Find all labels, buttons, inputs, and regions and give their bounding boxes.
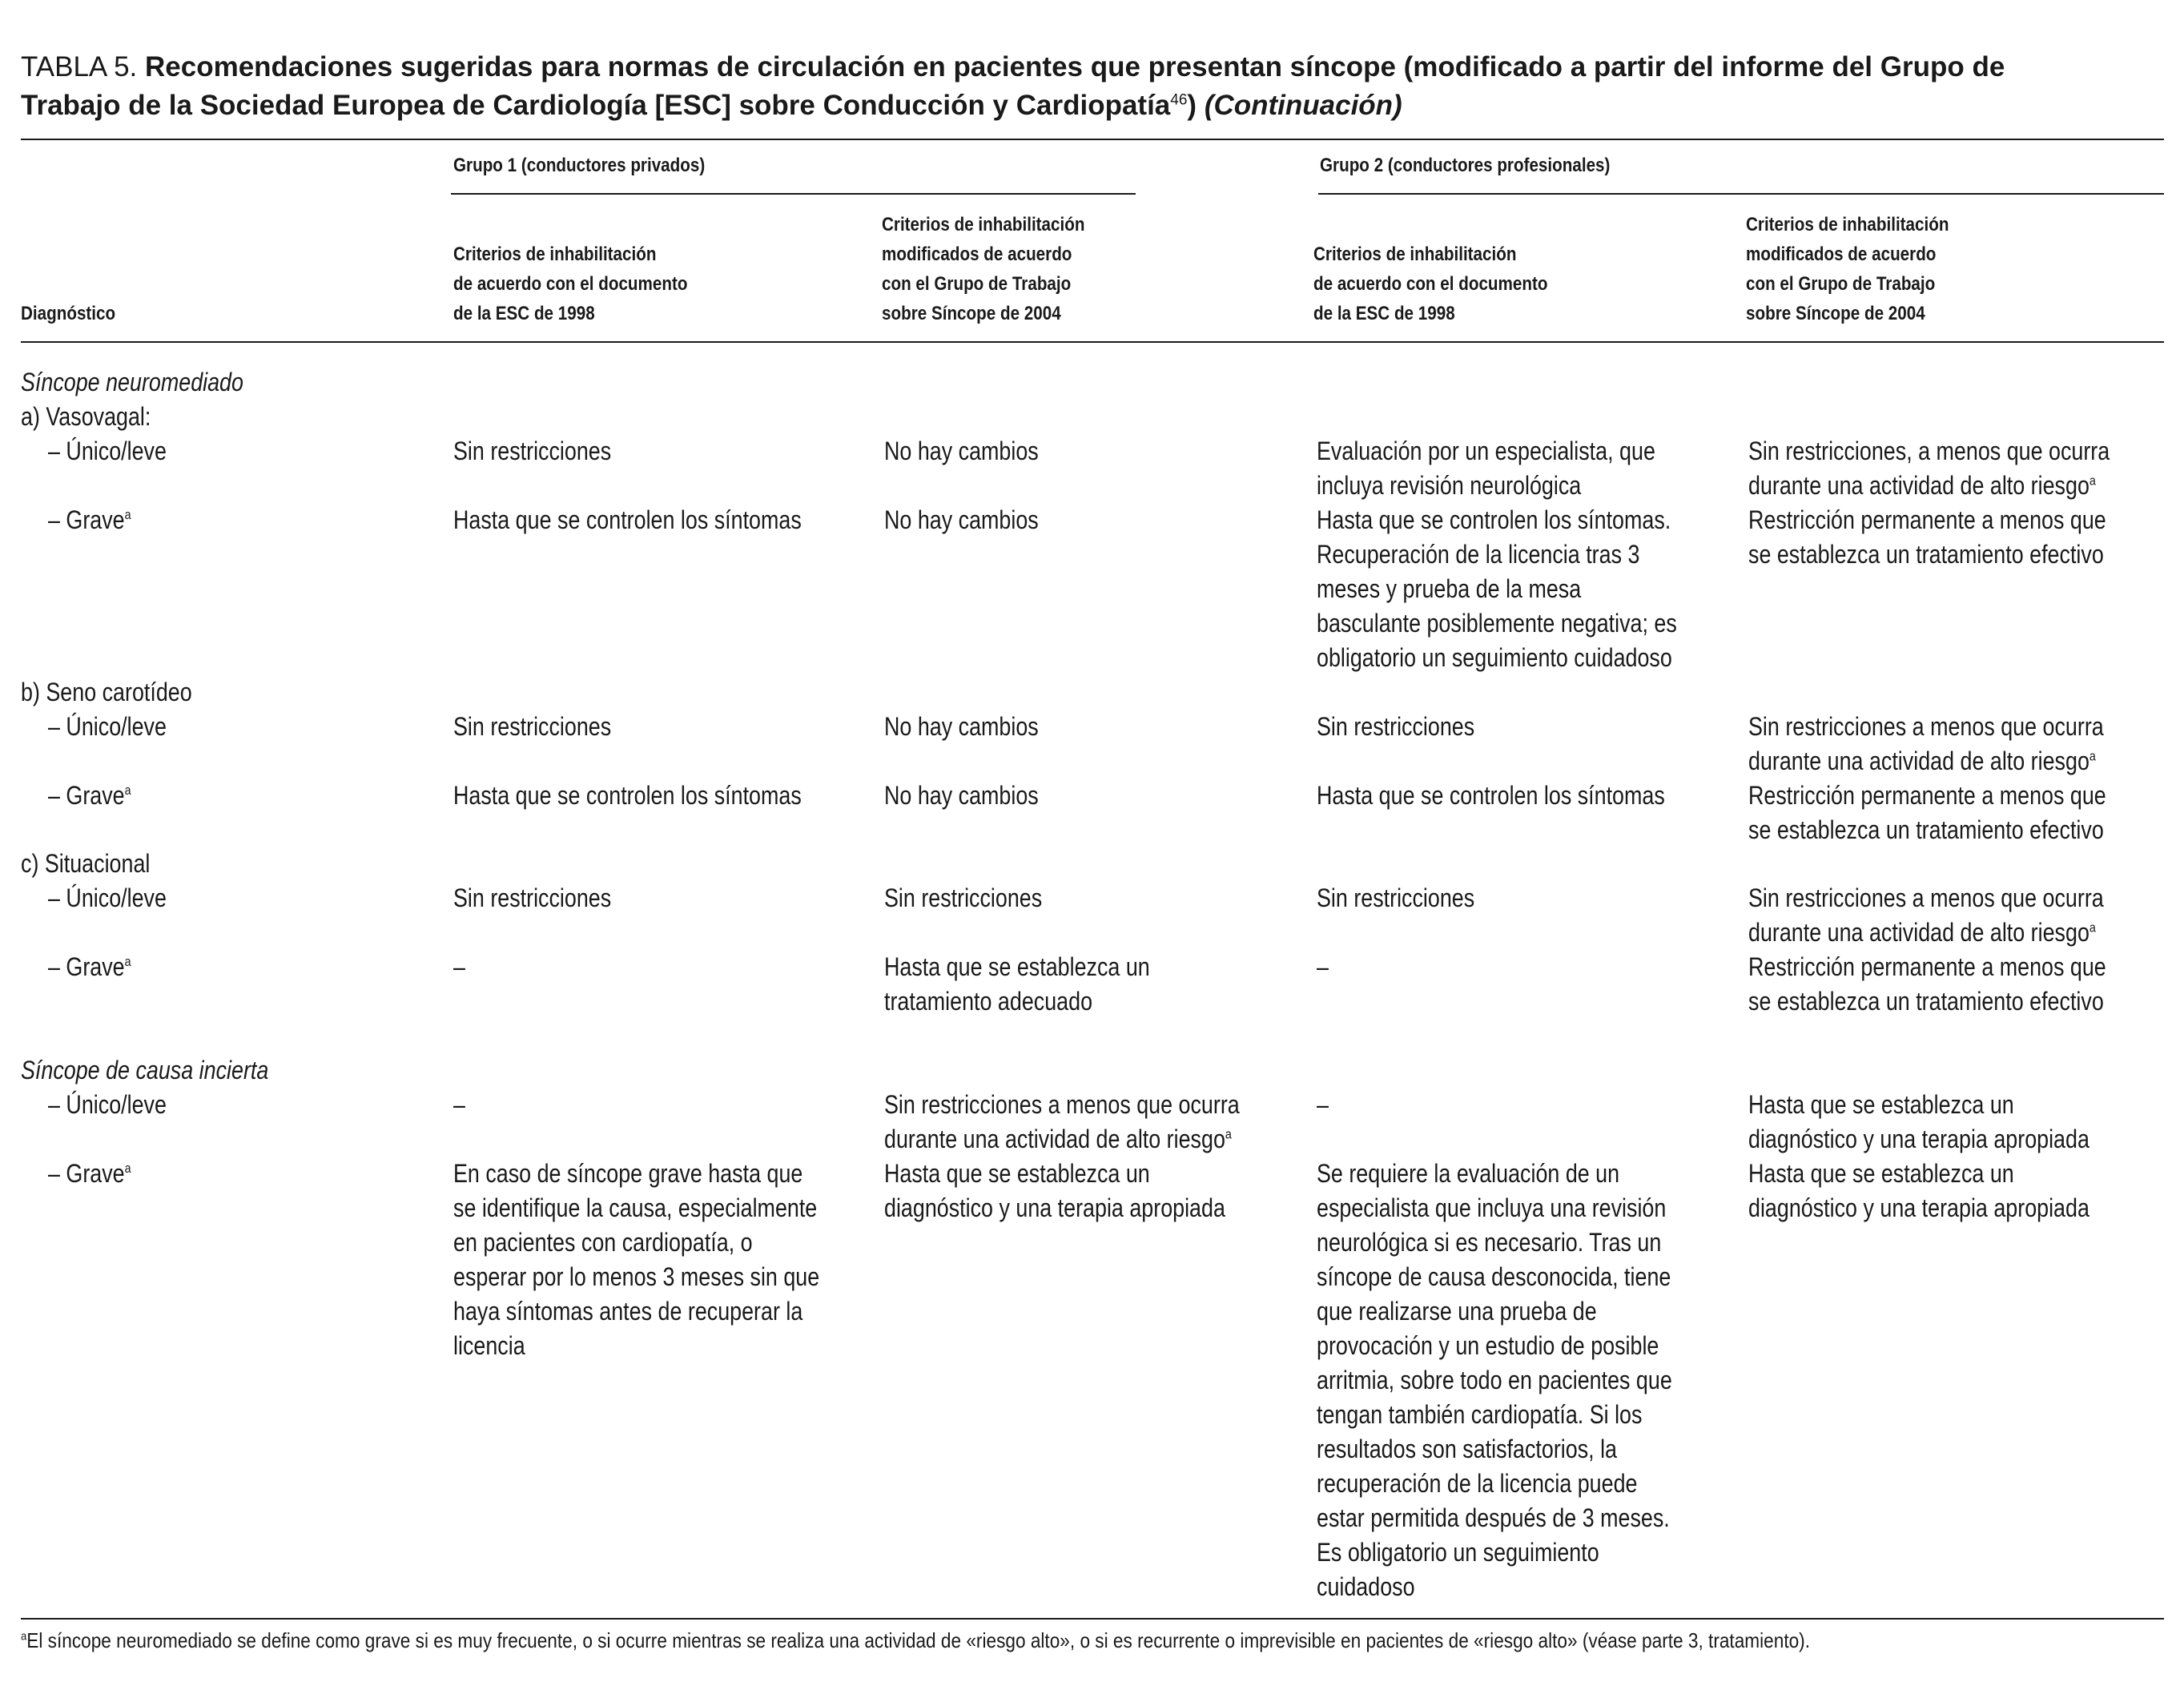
diagnosis-header: Diagnóstico xyxy=(21,303,116,324)
g2-wg2004-cell xyxy=(1748,503,2174,572)
row-label xyxy=(48,881,189,915)
cell-line: Sin restricciones xyxy=(1317,883,1475,912)
cell-line: se establezca un tratamiento efectivo xyxy=(1748,815,2104,844)
cell-line: – xyxy=(1317,1090,1329,1119)
cell-line: Sin restricciones xyxy=(1317,712,1475,741)
g2-esc1998-cell xyxy=(1317,710,1505,744)
cell-line: durante una actividad de alto riesgo$^a$ xyxy=(1748,471,2096,500)
g1-wg2004-cell xyxy=(884,1088,1307,1157)
cell-line: Restricción permanente a menos que xyxy=(1748,505,2106,534)
cell-line: obligatorio un seguimiento cuidadoso xyxy=(1317,643,1672,672)
cell-line: Hasta que se controlen los síntomas. xyxy=(1317,505,1671,534)
g2-wg2004-header: Criterios de inhabilitación modificados de acuerdo con el Grupo de Trabajo sobre Síncope de 2004 xyxy=(1746,214,1949,324)
cell-line: que realizarse una prueba de xyxy=(1317,1297,1597,1326)
cell-line: tengan también cardiopatía. Si los xyxy=(1317,1400,1643,1429)
row-label xyxy=(48,1157,147,1191)
cell-line: diagnóstico y una terapia apropiada xyxy=(1748,1193,2089,1222)
reference-number: 46 xyxy=(1170,91,1188,109)
g2-esc1998-cell xyxy=(1317,503,1745,675)
footnote-rule xyxy=(21,1618,2164,1620)
g1-wg2004-cell xyxy=(884,1157,1290,1225)
cell-line: – xyxy=(453,952,465,981)
row-label-text: – Gravea xyxy=(48,1159,131,1188)
cell-line: Sin restricciones xyxy=(884,883,1043,912)
cell-line: durante una actividad de alto riesgo$^a$ xyxy=(1748,918,2096,947)
g2-wg2004-cell xyxy=(1748,779,2174,847)
g1-wg2004-cell xyxy=(884,434,1068,469)
row-label-text: – Gravea xyxy=(48,781,131,810)
table-caption xyxy=(21,48,2151,125)
g1-esc1998-cell xyxy=(453,950,468,984)
g2-esc1998-cell xyxy=(1317,434,1719,503)
footnote-marker: a xyxy=(2089,473,2096,489)
cell-line: Sin restricciones a menos que ocurra xyxy=(1748,883,2104,912)
g2-wg2004-cell xyxy=(1748,881,2171,950)
table-title-part-1: Recomendaciones sugeridas para normas de circulación en pacientes que presentan síncope (modificado a partir del informe del Grupo de xyxy=(145,51,2005,82)
cell-line: haya síntomas antes de recuperar la xyxy=(453,1297,803,1326)
cell-line: Hasta que se establezca un xyxy=(1748,1159,2014,1188)
g1-esc1998-cell xyxy=(453,881,642,915)
cell-line: se identifique la causa, especialmente xyxy=(453,1193,818,1222)
cell-line: No hay cambios xyxy=(884,781,1039,810)
g2-wg2004-cell xyxy=(1748,434,2178,503)
g2-wg2004-cell xyxy=(1748,950,2174,1019)
row-label xyxy=(48,434,189,469)
cell-line: Hasta que se controlen los síntomas xyxy=(453,781,802,810)
cell-line: se establezca un tratamiento efectivo xyxy=(1748,987,2104,1016)
row-label xyxy=(48,1088,189,1122)
group1-rule xyxy=(451,193,1136,195)
g1-wg2004-header: Criterios de inhabilitación modificados de acuerdo con el Grupo de Trabajo sobre Síncope de 2004 xyxy=(882,214,1085,324)
cell-line: No hay cambios xyxy=(884,712,1039,741)
cell-line: síncope de causa desconocida, tiene xyxy=(1317,1262,1671,1291)
row-label-text: – Único/leve xyxy=(48,712,167,741)
caption-line-2 xyxy=(21,87,2151,125)
footnote-text: El síncope neuromediado se define como grave si es muy frecuente, o si ocurre mientras se realiza una actividad de «riesgo alto», o si es recurrente o imprevisible en pacientes de «riesgo alto» (véase parte 3, tratamiento). xyxy=(26,1628,1811,1652)
cell-line: basculante posiblemente negativa; es xyxy=(1317,609,1677,638)
subsection-label: b) Seno carotídeo xyxy=(21,678,192,706)
header-bottom-rule xyxy=(21,341,2164,343)
g2-esc1998-cell xyxy=(1317,1088,1331,1122)
cell-line: Se requiere la evaluación de un xyxy=(1317,1159,1620,1188)
cell-line: Evaluación por un especialista, que xyxy=(1317,437,1655,465)
section-title: Síncope neuromediado xyxy=(21,368,243,396)
g2-esc1998-cell xyxy=(1317,1157,1740,1604)
g1-wg2004-cell xyxy=(884,710,1068,744)
row-label-text: – Único/leve xyxy=(48,1090,167,1119)
g1-esc1998-cell xyxy=(453,1088,468,1122)
g1-esc1998-cell xyxy=(453,1157,889,1363)
cell-line: Sin restricciones a menos que ocurra xyxy=(884,1090,1240,1119)
cell-line: Hasta que se establezca un xyxy=(1748,1090,2014,1119)
cell-line: durante una actividad de alto riesgo$^a$ xyxy=(884,1125,1232,1153)
row-label-text: – Único/leve xyxy=(48,883,167,912)
cell-line: durante una actividad de alto riesgo$^a$ xyxy=(1748,746,2096,775)
table-title-part-2: Trabajo de la Sociedad Europea de Cardiología [ESC] sobre Conducción y Cardiopatía xyxy=(21,90,1171,121)
cell-line: diagnóstico y una terapia apropiada xyxy=(884,1193,1225,1222)
group1-header: Grupo 1 (conductores privados) xyxy=(453,155,706,176)
g1-wg2004-cell xyxy=(884,779,1068,813)
g1-wg2004-cell xyxy=(884,881,1072,915)
g2-wg2004-cell xyxy=(1748,710,2171,779)
cell-line: No hay cambios xyxy=(884,505,1039,534)
g1-esc1998-cell xyxy=(453,434,642,469)
cell-line: especialista que incluya una revisión xyxy=(1317,1193,1667,1222)
group2-header: Grupo 2 (conductores profesionales) xyxy=(1320,155,1611,176)
cell-line: Es obligatorio un seguimiento xyxy=(1317,1538,1599,1567)
cell-line: Restricción permanente a menos que xyxy=(1748,781,2106,810)
cell-line: Restricción permanente a menos que xyxy=(1748,952,2106,981)
cell-line: Sin restricciones a menos que ocurra xyxy=(1748,712,2104,741)
row-label xyxy=(48,710,189,744)
cell-line: resultados son satisfactorios, la xyxy=(1317,1435,1618,1463)
footnote xyxy=(21,1626,1810,1655)
cell-line: neurológica si es necesario. Tras un xyxy=(1317,1228,1662,1257)
g1-esc1998-cell xyxy=(453,710,642,744)
group2-rule xyxy=(1318,193,2164,195)
g2-esc1998-cell xyxy=(1317,779,1732,813)
cell-line: incluya revisión neurológica xyxy=(1317,471,1582,500)
cell-line: diagnóstico y una terapia apropiada xyxy=(1748,1125,2089,1153)
cell-line: – xyxy=(1317,952,1329,981)
footnote-marker: a xyxy=(1225,1126,1232,1142)
cell-line: meses y prueba de la mesa xyxy=(1317,574,1582,603)
g1-esc1998-cell xyxy=(453,779,868,813)
cell-line: licencia xyxy=(453,1331,525,1360)
cell-line: Hasta que se controlen los síntomas xyxy=(453,505,802,534)
cell-line: recuperación de la licencia puede xyxy=(1317,1469,1638,1498)
g2-wg2004-cell xyxy=(1748,1088,2154,1157)
cell-line: En caso de síncope grave hasta que xyxy=(453,1159,803,1188)
cell-line: Sin restricciones, a menos que ocurra xyxy=(1748,437,2110,465)
row-label-text: – Gravea xyxy=(48,952,131,981)
g1-esc1998-header: Criterios de inhabilitación de acuerdo con el documento de la ESC de 1998 xyxy=(453,243,688,324)
table-label: TABLA 5. xyxy=(21,51,138,82)
cell-line: Hasta que se establezca un xyxy=(884,1159,1150,1188)
cell-line: Hasta que se controlen los síntomas xyxy=(1317,781,1665,810)
row-label xyxy=(48,950,147,984)
cell-line: esperar por lo menos 3 meses sin que xyxy=(453,1262,820,1291)
footnote-marker: a xyxy=(2089,919,2096,936)
subsection-label: a) Vasovagal: xyxy=(21,402,151,431)
cell-line: – xyxy=(453,1090,465,1119)
g1-wg2004-cell xyxy=(884,950,1201,1019)
caption-line-1 xyxy=(21,48,2151,87)
g2-esc1998-cell xyxy=(1317,950,1331,984)
cell-line: Hasta que se establezca un xyxy=(884,952,1150,981)
g1-wg2004-cell xyxy=(884,503,1068,537)
row-label-text: – Único/leve xyxy=(48,437,167,465)
cell-line: tratamiento adecuado xyxy=(884,987,1093,1016)
g2-esc1998-cell xyxy=(1317,881,1505,915)
cell-line: cuidadoso xyxy=(1317,1572,1415,1601)
g2-esc1998-header: Criterios de inhabilitación de acuerdo con el documento de la ESC de 1998 xyxy=(1313,243,1548,324)
cell-line: Sin restricciones xyxy=(453,883,612,912)
cell-line: No hay cambios xyxy=(884,437,1039,465)
cell-line: estar permitida después de 3 meses. xyxy=(1317,1503,1670,1532)
g2-wg2004-cell xyxy=(1748,1157,2154,1225)
subsection-label: c) Situacional xyxy=(21,849,151,878)
row-label xyxy=(48,779,147,813)
cell-line: se establezca un tratamiento efectivo xyxy=(1748,540,2104,569)
cell-line: en pacientes con cardiopatía, o xyxy=(453,1228,753,1257)
footnote-marker: a xyxy=(2089,748,2096,764)
cell-line: arritmia, sobre todo en pacientes que xyxy=(1317,1366,1672,1394)
row-label xyxy=(48,503,147,537)
top-rule xyxy=(21,139,2164,140)
cell-line: Sin restricciones xyxy=(453,712,612,741)
continuation-label: (Continuación) xyxy=(1204,90,1402,121)
footnote-marker: a xyxy=(21,1629,27,1644)
g1-esc1998-cell xyxy=(453,503,868,537)
section-title: Síncope de causa incierta xyxy=(21,1056,269,1084)
cell-line: Sin restricciones xyxy=(453,437,612,465)
row-label-text: – Gravea xyxy=(48,505,131,534)
cell-line: provocación y un estudio de posible xyxy=(1317,1331,1659,1360)
caption-close-paren: ) xyxy=(1187,90,1197,121)
cell-line: Recuperación de la licencia tras 3 xyxy=(1317,540,1640,569)
